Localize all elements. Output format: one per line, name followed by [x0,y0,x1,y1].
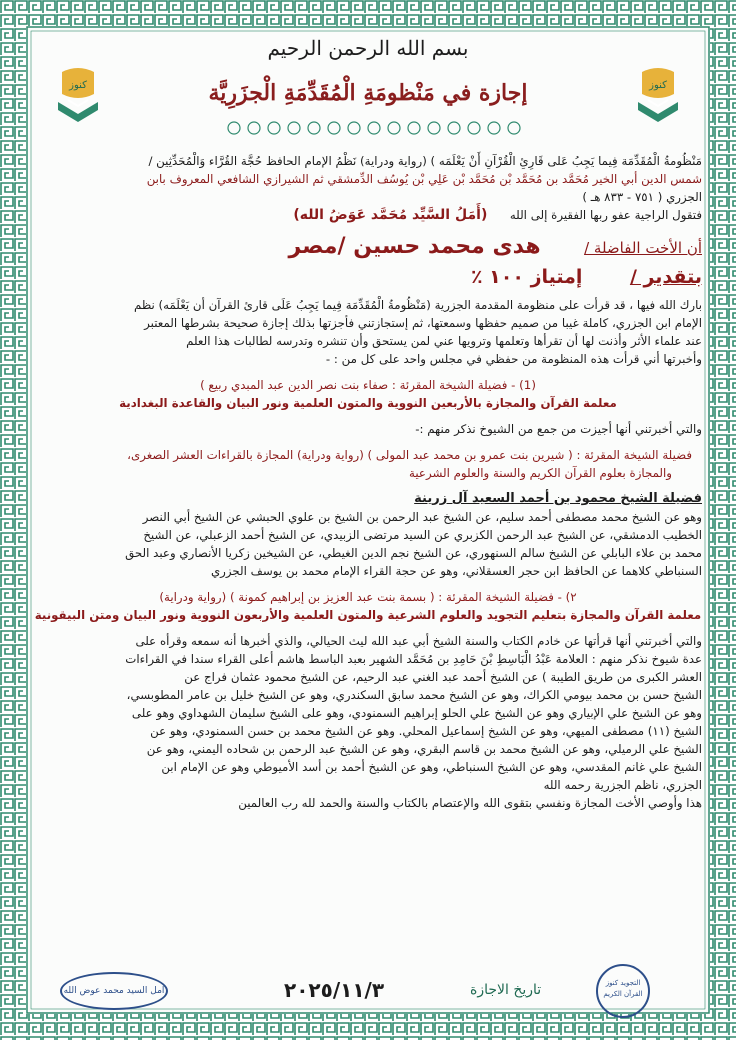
signer-name: (أَمَلُ السَّيِّد مُحَمَّد عَوَضُ الله) [293,207,488,223]
grade-value: إمتياز ١٠٠ ٪ [470,266,583,288]
sheikh-main-line: وهو عن الشيخ محمد مصطفى أحمد سليم، عن الشيخ عبد الرحمن بن الشيخ بن علوي الحبشي عن الشيخ أبي النصر [142,510,702,524]
intro-line-3: الجزري ( ٧٥١ - ٨٣٣ هـ ) [582,190,702,204]
certificate-title: إجازة في مَنْظومَةِ الْمُقَدِّمَةِ الْجزَرِيَّة [208,80,528,106]
sheikh-main-line: السنباطي كلاهما عن الحافظ ابن حجر العسقلاني، وهو عن حجة القراء الإمام محمد بن يوسف الجزري [210,564,702,578]
grade-row [34,262,702,292]
grade-label: بتقدير / [629,266,702,288]
sheikha-sub-line2: والمجازة بعلوم القرآن الكريم والسنة والعلوم الشرعية [409,466,672,480]
sheikha1-desc: معلمة القرآن والمجازة بالأربعين النووية والمتون العلمية ونور البيان والقاعدة البغدادية [119,396,617,410]
paragraph1-line: الإمام ابن الجزري، كاملة غيبا من صميم حفظها وسمعتها، ثم إستجازتني فأجزتها بذلك إجازة صحيحة بشرطها المعتبر [144,316,702,330]
sheikha1-heading: (1) - فضيلة الشيخة المقرئة : صفاء بنت نصر الدين عبد المبدي ربيع ) [200,378,536,392]
paragraph2-line: والتي أخبرتني أنها قرأتها عن خادم الكتاب والسنة الشيخ أبي عبد الله ليث الحيالي، والذي أخبرها أنه سمعه وقرأه على [135,634,702,648]
sheikha-sub-line1: فضيلة الشيخة المقرئة : ( شيرين بنت عمرو بن محمد عبد المولى ) (رواية ودراية) المجازة بالقراءات العشر الصغرى، [127,448,692,462]
student-label: أن الأخت الفاضلة / [584,239,702,257]
paragraph2-line: العشر الكبرى من طريق الطيبة ) عن الشيخ أحمد عبد الغني عبد الرحيم، عن الشيخ محمود عثمان فراج عن [184,670,702,684]
student-row [34,232,702,262]
intro-line-1: مَنْظُومةُ الْمُقَدِّمَة فِيما يَجِبُ عَلى قَارِئِ الْقُرْآنِ أَنْ يَعْلَمَه ) (رواية ودراية) نَظْمُ الإمام الحافظ حُجَّة القُرَّاء وَالْمُحَدِّثِين / [148,154,702,168]
paragraph1-line: بارك الله فيها ، قد قرأت على منظومة المقدمة الجزرية (مَنْظُومةُ الْمُقَدِّمَة فِيما يَجِبُ عَلَى قارئ القرآن أن يَعْلَمَه) نظم [133,298,702,312]
sheikha2-desc: معلمة القرآن والمجازة بتعليم التجويد والعلوم الشرعية والمتون العلمية والأربعون النووية ونور البيان ومتن البيقونية [34,608,702,622]
date-label: تاريخ الاجازة [470,982,542,998]
logo-text-left: كنوز [69,80,87,91]
intro-line-4-text: فتقول الراجية عفو ربها الفقيرة إلى الله [509,208,702,222]
certificate-footer [34,972,702,1012]
paragraph1-line: وأخبرتها أني قرأت هذه المنظومة من حفظي في مجلس واحد على كل من : - [325,352,702,366]
bismillah: بسم الله الرحمن الرحيم [267,36,469,60]
date-value: ٢٠٢٥/١١/٣ [284,978,385,1002]
paragraph2-line: الجزري، ناظم الجزرية رحمه الله [543,778,702,792]
certificate-body [34,152,702,812]
ornament-divider-icon [224,120,524,136]
paragraph2-line: عدة شيوخ نذكر منهم : العلامة عَبْدُ الْبَاسِطِ بْنَ حَامِدِ بن مُحَمَّد الشهير بعبد الباسط هاشم أعلى القراء سندا في القراءات [125,652,702,666]
intro-line-2: شمس الدين أبي الخير مُحَمَّد بن مُحَمَّد بْن مُحَمَّد بْن عَلِي بْن يُوسُف الدِّمشقي ثم الشيرازي الشافعي المعروف بابن [146,172,702,186]
logo-text-right: كنوز [649,80,667,91]
certificate-content [34,34,702,1006]
paragraph2-line: وهو عن الشيخ علي الإبياري وهو عن الشيخ علي الحلو إبراهيم السمنودي، وهو على الشيخ سليمان الشهداوي وهو على [131,706,702,720]
kunuz-logo-icon [52,64,104,126]
signature-stamp: امل السيد محمد عوض الله [60,972,168,1010]
intro-line-4 [34,206,702,224]
student-name: هدى محمد حسين /مصر [288,234,541,259]
paragraph2-line: هذا وأوصي الأخت المجازة ونفسي بتقوى الله والإعتصام بالكتاب والسنة والحمد لله رب العالمين [238,796,702,810]
sheikha2-heading: ٢) - فضيلة الشيخة المقرئة : ( بسمة بنت عبد العزيز بن إبراهيم كمونة ) (رواية ودراية) [159,590,577,604]
sheikh-main-line: محمد بن علاء البابلي عن الشيخ سالم السنهوري، عن الشيخ نجم الدين الغيطي، عن الشيخين زكريا الأنصاري وعبد الحق [125,546,702,560]
official-seal-icon: التجويد كنوز القرآن الكريم [596,964,650,1018]
paragraph2-line: الشيخ علي الرميلي، وهو عن الشيخ محمد بن قاسم البقري، وهو عن الشيخ عبد الرحمن بن شحاده اليمني، وهو عن [146,742,702,756]
sheikh-main-heading: فضيلة الشيخ محمود بن أحمد السعيد آل زرينة [414,491,702,506]
paragraph2-line: الشيخ علي غانم المقدسي، وهو عن الشيخ السنباطي، وهو عن الشيخ أحمد بن أسد الأميوطي وهو عن الإمام ابن [161,760,702,774]
kunuz-logo-icon [632,64,684,126]
sheikh-main-line: الخطيب الدمشقي، عن الشيخ عبد الرحمن الكزبري عن السيد مرتضى الزبيدي، عن الشيخ أحمد الزعبلي، عن الشيخ [143,528,702,542]
paragraph1-line: عند علماء الأثر وأذنت لها أن تقرأها وتعلمها وترويها عني لمن يستحق وأن تنشره وتدرسه لطالبات هذا العلم [186,334,702,348]
paragraph2-line: الشيخ (١١) مصطفى الميهي، وهو عن الشيخ إسماعيل المحلي. وهو عن الشيخ محمد بن حسن السمنودي، وهو عن [150,724,702,738]
chain-intro: والتي أخبرتني أنها أجيزت من جمع من الشيوخ نذكر منهم :- [415,422,702,436]
paragraph2-line: الشيخ حسن بن محمد بيومي الكراك، وهو عن الشيخ محمد سابق السكندري، وهو عن الشيخ خليل بن عامر المطوبسي، [126,688,702,702]
